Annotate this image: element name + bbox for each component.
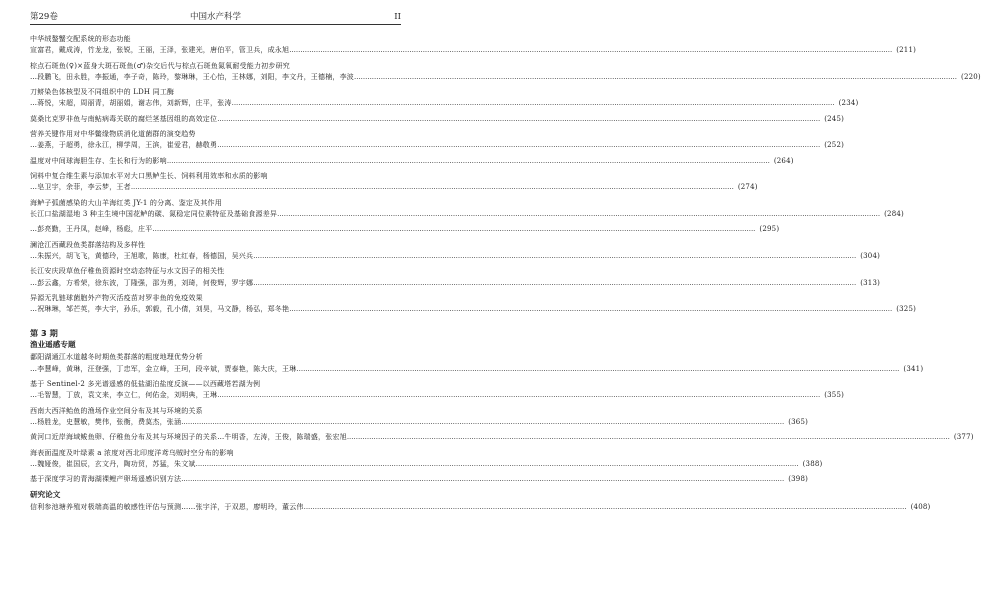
toc-entry (30, 474, 809, 485)
page-number: (325) (896, 305, 917, 314)
running-header (30, 10, 401, 25)
dot-leader (304, 502, 907, 513)
dot-leader (152, 224, 755, 235)
article-title: 西南大西洋鲐鱼的渔场作业空间分布及其与环境的关系 (30, 406, 203, 415)
toc-line-with-page (30, 156, 794, 167)
article-title: 饲料中复合维生素与添加水平对大口黑鲈生长、饲料利用效率和水质的影响 (30, 172, 268, 181)
toc-line-with-page (30, 224, 780, 235)
dot-leader (289, 45, 892, 56)
toc-group-remote-sensing (30, 352, 974, 485)
article-title: 中华绒螯蟹交配系统的形态功能 (30, 35, 131, 43)
volume-label: 第29卷 (30, 12, 58, 22)
page-number: (398) (788, 475, 809, 484)
dot-leader (131, 182, 734, 193)
dot-leader (232, 98, 835, 109)
article-title: …彭亮勤，王丹凤，赵峰，杨彪，庄平 (30, 225, 153, 234)
toc-entry (30, 198, 904, 220)
article-authors: …段鹏飞，田永胜，李振通，李子奇，陈玲，黎琳琳，王心怡，王林娜，刘阳，李文丹，王德楠，李波 (30, 72, 354, 81)
page-number: (245) (824, 114, 845, 123)
toc-line-with-page (30, 502, 931, 513)
journal-name: 中国水产科学 (189, 12, 241, 22)
article-authors: …毛智慧，丁放，袁文来，李立仁，何佑金，刘明典，王琳 (30, 391, 218, 400)
toc-entry (30, 352, 924, 374)
toc-line-with-page (30, 98, 859, 109)
page-number: (264) (773, 156, 794, 165)
article-title: 刀鲚染色体核型及不同组织中的 LDH 同工酶 (30, 88, 175, 97)
page-number: (377) (953, 433, 974, 442)
toc-entry (30, 406, 809, 428)
article-title: 长江安庆段草鱼仔稚鱼资源时空动态特征与水文因子的相关性 (30, 267, 225, 276)
dot-leader (217, 390, 820, 401)
toc-line-with-page (30, 251, 881, 262)
toc-line-with-page (30, 182, 758, 193)
toc-entry (30, 114, 845, 125)
page-number: (234) (838, 99, 859, 108)
toc-entry (30, 156, 794, 167)
article-authors: …祝琳琳，邹芒英，李大宇，孙乐，郭毅，孔小倩，刘昊，马文静，杨弘，郑冬艳 (30, 305, 290, 314)
page-number: (304) (860, 251, 881, 260)
article-title: 温度对中间球海胆生存、生长和行为的影响 (30, 156, 167, 165)
article-authors: …李慧峰，黄琳，汪登强，丁忠军，金立峰，王珂，段辛斌，贾泰艳，陈大庆，王琳 (30, 364, 297, 373)
dot-leader (347, 432, 950, 443)
issue-heading: 第 3 期 (30, 328, 58, 339)
dot-leader (217, 140, 820, 151)
toc-line-with-page (30, 209, 904, 220)
section-heading-remote-sensing: 渔业遥感专题 (30, 340, 76, 350)
toc-line-with-page (30, 72, 981, 83)
dot-leader (196, 459, 799, 470)
toc-entry (30, 502, 931, 513)
section-heading-research: 研究论文 (30, 490, 61, 500)
page-number: (284) (884, 209, 904, 218)
article-title: 海表面温度及叶绿素 a 浓度对西北印度洋鸢乌贼时空分布的影响 (30, 448, 234, 457)
page-number: (355) (824, 391, 845, 400)
article-title: 营养关键作用对中华鳖缘物质消化道菌群的演变趋势 (30, 130, 196, 139)
page-number: (211) (896, 46, 917, 55)
page-number: (295) (759, 225, 780, 234)
toc-entry (30, 266, 881, 288)
toc-entry (30, 432, 974, 443)
toc-line-with-page (30, 114, 845, 125)
toc-line-with-page (30, 390, 845, 401)
toc-entry (30, 87, 859, 109)
article-title: 基于深度学习的青海湖裸鲤产卵场遥感识别方法 (30, 475, 182, 484)
article-title: 海鲈子弧菌感染的大山羊海红类 JY-1 的分离、鉴定及其作用 (30, 198, 222, 207)
toc-line-with-page (30, 278, 881, 289)
toc-line-with-page (30, 417, 809, 428)
dot-leader (217, 114, 820, 125)
article-authors: …杨胜龙，史慧敏，樊伟，张衡，费莫杰，张涵 (30, 417, 182, 426)
toc-line-with-page (30, 432, 974, 443)
article-title: 黄河口近岸海域鲅鱼卵、仔稚鱼分布及其与环境因子的关系…牛明香，左涛，王俊，陈瑞盛，张宏旭 (30, 433, 347, 442)
article-title: 鄱阳湖通江水道越冬时期鱼类群落的粗度地理优势分析 (30, 353, 203, 362)
toc-entry (30, 61, 981, 83)
toc-entry (30, 34, 917, 56)
page-mark: II (394, 12, 401, 22)
toc-line-with-page (30, 45, 917, 56)
article-title: 异源无乳链球菌胞外产物灭活疫苗对罗非鱼的免疫效果 (30, 293, 203, 302)
article-authors: …蒋悦，宋超，周丽青，胡丽娟，谢志伟，刘新辉，庄平，张涛 (30, 99, 232, 108)
article-authors: 宣富君，戴成涛，竹龙龙，张锐，王丽，王泽，张建光，唐伯平，管卫兵，成永旭 (30, 46, 290, 55)
toc-line-with-page (30, 364, 924, 375)
toc-entry (30, 379, 845, 401)
dot-leader (289, 304, 892, 315)
dot-leader (167, 156, 770, 167)
article-title: 澜沧江西藏段鱼类群落结构及多样性 (30, 240, 146, 249)
toc-entry (30, 293, 917, 315)
toc-group-continued (30, 34, 981, 315)
article-authors: 长江口盐湖湿地 3 种主生境中国花鲈的碳、氮稳定同位素特征及基础食源差异 (30, 209, 278, 218)
page-number: (252) (824, 141, 845, 150)
toc-group-research (30, 502, 931, 513)
page-number: (220) (961, 72, 981, 81)
article-authors: …彭云鑫，方希荣，徐东波，丁隆强，邵为勇，刘琦，何俊辉，罗宇娜 (30, 278, 254, 287)
dot-leader (296, 364, 899, 375)
page-number: (365) (788, 417, 809, 426)
article-authors: …朱振兴，胡飞飞，黄德玲，王旭歌，陈康，杜红春，杨德国，吴兴兵 (30, 251, 254, 260)
dot-leader (253, 278, 856, 289)
article-title: 基于 Sentinel-2 多光谱遥感的低盐湖泊盐度反演——以西藏塔若湖为例 (30, 379, 261, 388)
dot-leader (181, 417, 784, 428)
article-title: 棕点石斑鱼(♀)×蓝身大斑石斑鱼(♂)杂交后代与棕点石斑鱼氮氧耐受能力初步研究 (30, 61, 290, 70)
page-number: (408) (910, 503, 931, 512)
dot-leader (253, 251, 856, 262)
article-authors: …姜燕，于超勇，徐永江，柳学周，王滨，崔爱君，赫敬勇 (30, 141, 218, 150)
toc-line-with-page (30, 459, 823, 470)
article-authors: …魏娅俊，崔国辰，玄文丹，陶功贸，苏猛，朱文斌 (30, 459, 196, 468)
toc-entry (30, 129, 845, 151)
toc-entry (30, 224, 780, 235)
page-number: (388) (802, 459, 823, 468)
table-of-contents (30, 34, 981, 518)
toc-entry (30, 448, 823, 470)
toc-entry (30, 240, 881, 262)
toc-line-with-page (30, 474, 809, 485)
article-title: 莫桑比克罗非鱼与南鲇病毒关联的腐烂茎基因组的高效定位 (30, 114, 218, 123)
article-authors: …皂卫宇，余菲，李云梦，王者 (30, 183, 131, 192)
article-title: 信利参池塘养殖对极端高温的敏感性评估与预测……张宇洋，于双恩，廖明玲，董云伟 (30, 503, 304, 512)
toc-line-with-page (30, 304, 917, 315)
toc-line-with-page (30, 140, 845, 151)
page-number: (313) (860, 278, 881, 287)
dot-leader (181, 474, 784, 485)
page-number: (274) (737, 183, 758, 192)
dot-leader (354, 72, 957, 83)
toc-entry (30, 171, 758, 193)
page-number: (341) (903, 364, 924, 373)
dot-leader (277, 209, 880, 220)
